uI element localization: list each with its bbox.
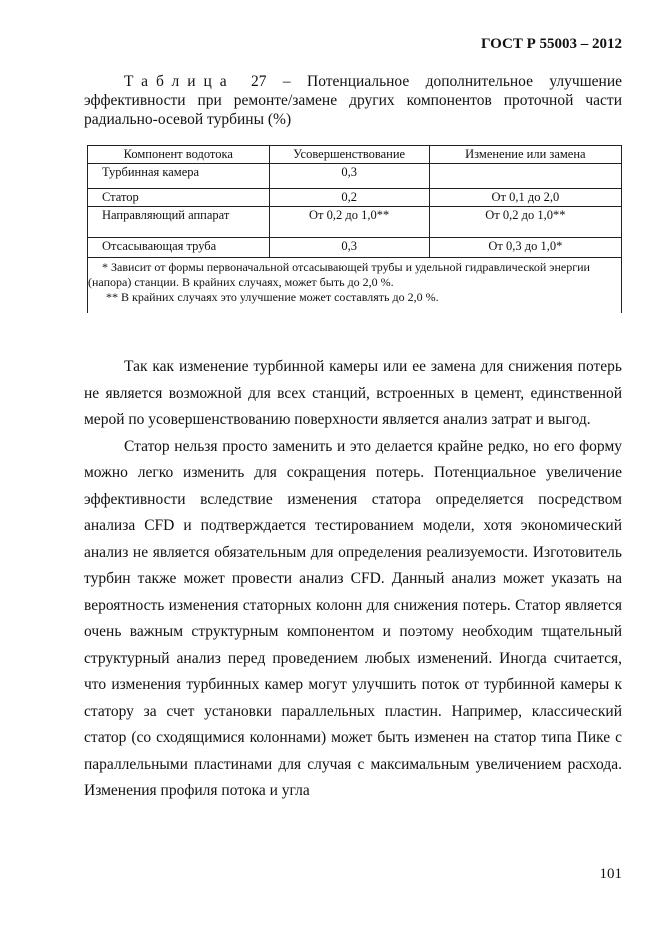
table-cell: Отсасывающая труба (88, 238, 270, 258)
table-header-row (88, 146, 622, 164)
table-row (88, 207, 622, 238)
paragraph: Статор нельзя просто заменить и это делается крайне редко, но его форму можно легко изменить для сокращения потерь. Потенциальное увеличение эффективности вследствие изменения статора определяется посредством анализа CFD и подтверждается тестированием модели, хотя экономический анализ не является обязательным для определения реализуемости. Изготовитель турбин также может провести анализ CFD. Данный анализ может указать на вероятность изменения статорных колонн для снижения потерь. Статор является очень важным структурным компонентом и поэтому необходим тщательный структурный анализ перед проведением любых изменений. Иногда считается, что изменения турбинных камер могут улучшить поток от турбинной камеры к статору за счет установки параллельных пластин. Например, классический статор (со сходящимися колоннами) может быть изменен на статор типа Пике с параллельными пластинами для случая с максимальным увеличением расхода. Изменения профиля потока и угла (84, 437, 622, 799)
table-cell: 0,2 (269, 189, 429, 207)
table-footnote: * Зависит от формы первоначальной отсасывающей трубы и удельной гидравлической энергии (напора) станции. В крайних случаях, может быть до 2,0 %. (88, 260, 590, 289)
efficiency-table (87, 145, 622, 313)
paragraph: Так как изменение турбинной камеры или ее замена для снижения потерь не является возможной для всех станций, встроенных в цемент, единственной мерой по усовершенствованию поверхности является анализ затрат и выгод. (84, 358, 622, 428)
table-cell: Турбинная камера (88, 164, 270, 189)
table-row (88, 189, 622, 207)
table-caption-text: 27 – Потенциальное дополнительное улучшение эффективности при ремонте/замене других компонентов проточной части радиально-осевой турбины (%) (84, 73, 623, 128)
table-cell: Направляющий аппарат (88, 207, 270, 238)
body-text (84, 354, 622, 805)
table-notes (88, 258, 622, 314)
table-caption (84, 72, 622, 129)
table-cell: От 0,3 до 1,0* (429, 238, 621, 258)
table-caption-label: Таблица (124, 73, 235, 90)
table-cell: 0,3 (269, 238, 429, 258)
table-row (88, 238, 622, 258)
table-cell: 0,3 (269, 164, 429, 189)
column-header: Компонент водотока (88, 146, 270, 164)
table-notes-row (88, 258, 622, 314)
table-cell: От 0,2 до 1,0** (429, 207, 621, 238)
column-header: Изменение или замена (429, 146, 621, 164)
table-cell: От 0,1 до 2,0 (429, 189, 621, 207)
page-number: 101 (599, 866, 622, 882)
table-footnote: ** В крайних случаях это улучшение может составлять до 2,0 %. (106, 290, 439, 304)
table-cell: От 0,2 до 1,0** (269, 207, 429, 238)
table-row (88, 164, 622, 189)
table-cell (429, 164, 621, 189)
column-header: Усовершенствование (269, 146, 429, 164)
document-header: ГОСТ Р 55003 – 2012 (480, 36, 622, 52)
table-cell: Статор (88, 189, 270, 207)
